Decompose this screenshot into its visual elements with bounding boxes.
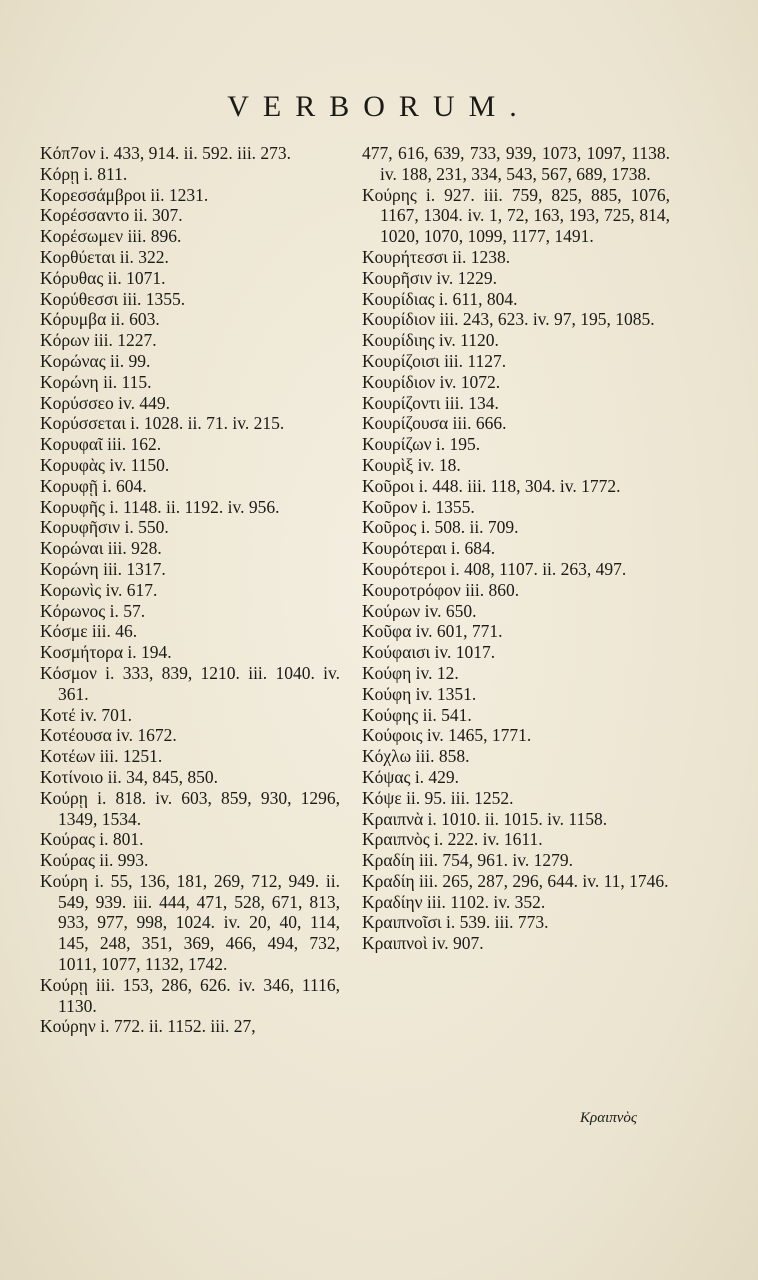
index-entry: Κούρας ii. 993. xyxy=(40,850,149,871)
index-entry: Κόψας i. 429. xyxy=(362,766,460,787)
index-entry: Κραδίη iii. 754, 961. iv. 1279. xyxy=(362,850,573,871)
index-entry: Κόσμον i. 333, 839, 1210. iii. 1040. iv. 361. xyxy=(40,662,340,704)
index-entry: Κορυφῆσιν i. 550. xyxy=(40,517,169,538)
index-entry: Κουρότεραι i. 684. xyxy=(362,538,496,559)
index-entry: Κορυφὰς iv. 1150. xyxy=(40,454,170,475)
index-entry: Κουρῆσιν iv. 1229. xyxy=(362,267,497,288)
index-column-left xyxy=(40,143,340,1037)
index-entry: Κόψε ii. 95. iii. 1252. xyxy=(362,787,514,808)
index-entry: Κοτίνοιο ii. 34, 845, 850. xyxy=(40,766,218,787)
index-entry: 477, 616, 639, 733, 939, 1073, 1097, 1138. iv. 188, 231, 334, 543, 567, 689, 1738. xyxy=(362,143,670,184)
index-entry: Κουρίζοισι iii. 1127. xyxy=(362,350,507,371)
index-entry: Κορυφῇ i. 604. xyxy=(40,475,147,496)
index-entry: Κουρίδιης iv. 1120. xyxy=(362,330,499,351)
index-entry: Κορέσσαντο ii. 307. xyxy=(40,205,183,226)
index-entry: Κορθύεται ii. 322. xyxy=(40,246,169,267)
index-entry: Κουρίζοντι iii. 134. xyxy=(362,392,499,413)
index-entry: Κοῦρον i. 1355. xyxy=(362,496,475,517)
index-entry: Κούφαισι iv. 1017. xyxy=(362,642,496,663)
index-entry: Κραδίη iii. 265, 287, 296, 644. iv. 11, 1746. xyxy=(362,870,669,891)
index-entry: Κορωνὶς iv. 617. xyxy=(40,579,158,600)
index-entry: Κόρῃ i. 811. xyxy=(40,163,128,184)
index-entry: Κουρίδιον iii. 243, 623. iv. 97, 195, 1085. xyxy=(362,309,655,330)
index-entry: Κούφη iv. 1351. xyxy=(362,683,477,704)
index-entry: Κοτέων iii. 1251. xyxy=(40,746,163,767)
index-entry: Κόρυθας ii. 1071. xyxy=(40,267,166,288)
index-entry: Κούρη i. 55, 136, 181, 269, 712, 949. ii. 549, 939. iii. 444, 471, 528, 671, 813, 933, 977, 998, 1024. iv. 20, 40, 114, 145, 248, 351, 369, 466, 494, 732, 1011, 1077, 1132, 1742. xyxy=(40,870,340,975)
index-entry: Κραιπνοῖσι i. 539. iii. 773. xyxy=(362,912,549,933)
index-entry: Κορύσσεται i. 1028. ii. 71. iv. 215. xyxy=(40,413,285,434)
index-entry: Κουρὶξ iv. 18. xyxy=(362,454,461,475)
index-entry: Κόρων iii. 1227. xyxy=(40,330,157,351)
index-entry: Κούφης ii. 541. xyxy=(362,704,472,725)
index-entry: Κορώνη ii. 115. xyxy=(40,371,152,392)
index-entry: Κραιπνὰ i. 1010. ii. 1015. iv. 1158. xyxy=(362,808,608,829)
page-title: VERBORUM. xyxy=(227,90,531,123)
index-entry: Κορυφῆς i. 1148. ii. 1192. iv. 956. xyxy=(40,496,280,517)
index-entry: Κορώνας ii. 99. xyxy=(40,350,151,371)
index-entry: Κορέσωμεν iii. 896. xyxy=(40,226,182,247)
index-entry: Κοσμήτορα i. 194. xyxy=(40,642,172,663)
index-entry: Κοῦρος i. 508. ii. 709. xyxy=(362,517,519,538)
index-entry: Κόπ7ον i. 433, 914. ii. 592. iii. 273. xyxy=(40,143,292,163)
index-entry: Κουροτρόφον iii. 860. xyxy=(362,579,520,600)
index-entry: Κουρότεροι i. 408, 1107. ii. 263, 497. xyxy=(362,558,627,579)
index-entry: Κοτέουσα iv. 1672. xyxy=(40,725,177,746)
index-entry: Κουρήτεσσι ii. 1238. xyxy=(362,246,511,267)
index-entry: Κούρης i. 927. iii. 759, 825, 885, 1076, 1167, 1304. iv. 1, 72, 163, 193, 725, 814, 1020, 1070, 1099, 1177, 1491. xyxy=(362,184,670,247)
index-entry: Κουρίδιας i. 611, 804. xyxy=(362,288,518,309)
index-entry: Κούρῃ i. 818. iv. 603, 859, 930, 1296, 1349, 1534. xyxy=(40,787,340,829)
index-entry: Κραιπνὸς i. 222. iv. 1611. xyxy=(362,829,543,850)
index-entry: Κουρίζουσα iii. 666. xyxy=(362,413,507,434)
index-column-right xyxy=(362,143,670,954)
index-entry: Κούρων iv. 650. xyxy=(362,600,477,621)
index-entry: Κραδίην iii. 1102. iv. 352. xyxy=(362,891,546,912)
index-entry: Κορεσσάμβροι ii. 1231. xyxy=(40,184,209,205)
index-entry: Κορώναι iii. 928. xyxy=(40,538,162,559)
index-entry: Κούρην i. 772. ii. 1152. iii. 27, xyxy=(40,1016,256,1037)
index-entry: Κουρίζων i. 195. xyxy=(362,434,481,455)
index-entry: Κούφοις iv. 1465, 1771. xyxy=(362,725,532,746)
index-entry: Κούφη iv. 12. xyxy=(362,662,459,683)
index-entry: Κραιπνοὶ iv. 907. xyxy=(362,933,484,954)
index-entry: Κοῦφα iv. 601, 771. xyxy=(362,621,503,642)
index-entry: Κορύσσεο iv. 449. xyxy=(40,392,170,413)
index-entry: Κόχλω iii. 858. xyxy=(362,746,470,767)
index-entry: Κουρίδιον iv. 1072. xyxy=(362,371,501,392)
index-entry: Κορύθεσσι iii. 1355. xyxy=(40,288,186,309)
index-entry: Κόρυμβα ii. 603. xyxy=(40,309,160,330)
index-entry: Κόρωνος i. 57. xyxy=(40,600,146,621)
index-entry: Κορυφαῖ iii. 162. xyxy=(40,434,162,455)
index-entry: Κούρῃ iii. 153, 286, 626. iv. 346, 1116, 1130. xyxy=(40,974,340,1016)
index-entry: Κούρας i. 801. xyxy=(40,829,144,850)
index-entry: Κορώνη iii. 1317. xyxy=(40,558,166,579)
index-entry: Κοτέ iv. 701. xyxy=(40,704,132,725)
index-entry: Κόσμε iii. 46. xyxy=(40,621,138,642)
catchword: Κραιπνὸς xyxy=(580,1110,638,1126)
index-entry: Κοῦροι i. 448. iii. 118, 304. iv. 1772. xyxy=(362,475,621,496)
